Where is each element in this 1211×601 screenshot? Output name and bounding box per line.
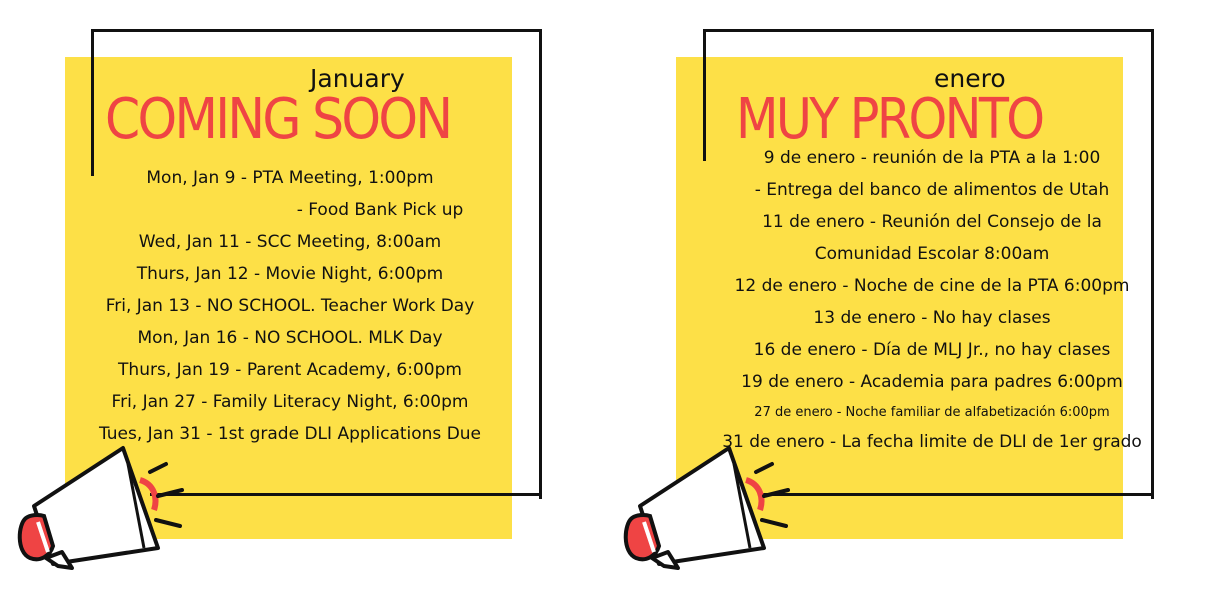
event-item: Wed, Jan 11 - SCC Meeting, 8:00am (138, 232, 442, 252)
english-flyer (0, 0, 605, 601)
event-item: Mon, Jan 9 - PTA Meeting, 1:00pm (146, 168, 434, 188)
event-item: Comunidad Escolar 8:00am (814, 244, 1050, 264)
frame-left-line (91, 29, 94, 176)
event-item: Mon, Jan 16 - NO SCHOOL. MLK Day (137, 328, 443, 348)
spanish-flyer (606, 0, 1211, 601)
event-item: Fri, Jan 13 - NO SCHOOL. Teacher Work Day (105, 296, 475, 316)
headline-title: MUY PRONTO (736, 87, 1043, 152)
event-item: Tues, Jan 31 - 1st grade DLI Applications Due (98, 424, 482, 444)
event-item: 12 de enero - Noche de cine de la PTA 6:00pm (734, 276, 1130, 296)
event-item: 27 de enero - Noche familiar de alfabetización 6:00pm (754, 405, 1110, 420)
event-item: Thurs, Jan 19 - Parent Academy, 6:00pm (118, 360, 462, 380)
event-item: - Entrega del banco de alimentos de Utah (754, 180, 1110, 200)
frame-left-line (703, 29, 706, 161)
event-item: 11 de enero - Reunión del Consejo de la (762, 212, 1102, 232)
frame-bottom-line (762, 493, 1154, 496)
event-item: 31 de enero - La fecha limite de DLI de 1er grado (722, 432, 1142, 452)
event-item: 19 de enero - Academia para padres 6:00pm (741, 372, 1123, 392)
megaphone-icon (8, 440, 198, 580)
headline-title: COMING SOON (105, 87, 451, 152)
event-item: Fri, Jan 27 - Family Literacy Night, 6:00pm (111, 392, 469, 412)
event-item: 13 de enero - No hay clases (813, 308, 1051, 328)
event-item: - Food Bank Pick up (296, 200, 464, 220)
event-item: Thurs, Jan 12 - Movie Night, 6:00pm (136, 264, 444, 284)
month-label: January (310, 64, 405, 93)
event-item: 9 de enero - reunión de la PTA a la 1:00 (763, 148, 1101, 168)
frame-bottom-line (150, 493, 542, 496)
megaphone-icon (614, 440, 804, 580)
event-item: 16 de enero - Día de MLJ Jr., no hay clases (753, 340, 1111, 360)
month-label: enero (934, 64, 1006, 93)
